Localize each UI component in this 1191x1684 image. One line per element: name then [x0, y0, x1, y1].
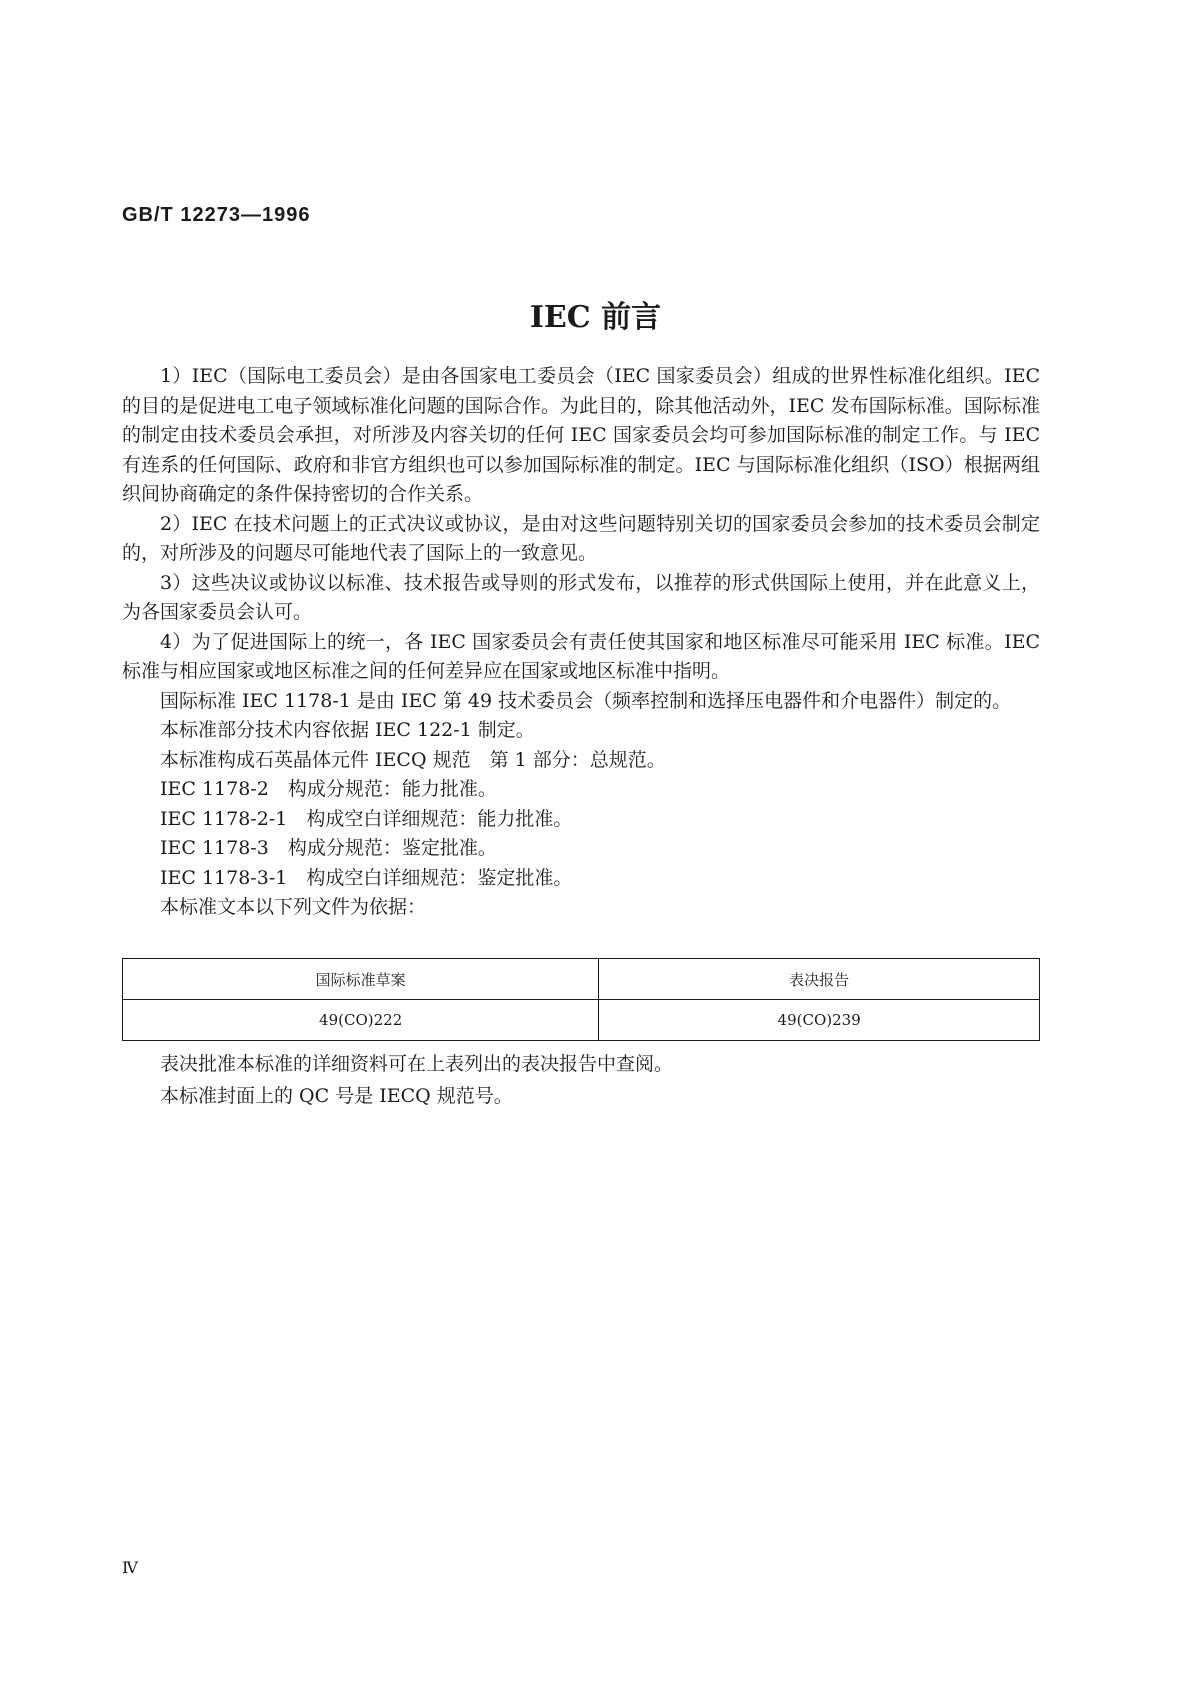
closing-note: 本标准封面上的 QC 号是 IECQ 规范号。	[160, 1085, 513, 1107]
standard-number: GB/T 12273—1996	[122, 204, 311, 226]
page-title: IEC 前言	[529, 300, 662, 335]
table-header-row	[123, 959, 1040, 1000]
paragraph-4: 4）为了促进国际上的统一，各 IEC 国家委员会有责任使其国家和地区标准尽可能采用 IEC 标准。IEC 标准与相应国家或地区标准之间的任何差异应在国家或地区标准中指明。	[122, 630, 1040, 682]
related-spec-item: IEC 1178-3 构成分规范：鉴定批准。	[160, 837, 497, 859]
table-cell-vote-report: 49(CO)239	[599, 1000, 1040, 1041]
statement-tc49: 国际标准 IEC 1178-1 是由 IEC 第 49 技术委员会（频率控制和选择压电器件和介电器件）制定的。	[160, 689, 1012, 712]
table-intro: 本标准文本以下列文件为依据：	[160, 896, 427, 918]
table-header-draft: 国际标准草案	[123, 959, 599, 1000]
closing-notes	[122, 1048, 1040, 1112]
paragraph-3: 3）这些决议或协议以标准、技术报告或导则的形式发布，以推荐的形式供国际上使用，并在此意义上，为各国家委员会认可。	[122, 571, 1040, 623]
statement-basis: 本标准部分技术内容依据 IEC 122-1 制定。	[160, 719, 535, 741]
table-row	[123, 1000, 1040, 1041]
related-spec-item: IEC 1178-2 构成分规范：能力批准。	[160, 778, 497, 800]
table-header-vote-report: 表决报告	[599, 959, 1040, 1000]
foreword-body	[122, 362, 1040, 923]
closing-note: 表决批准本标准的详细资料可在上表列出的表决报告中查阅。	[160, 1053, 674, 1075]
vote-table	[122, 958, 1040, 1041]
related-spec-item: IEC 1178-2-1 构成空白详细规范：能力批准。	[160, 807, 573, 830]
statement-structure: 本标准构成石英晶体元件 IECQ 规范 第 1 部分：总规范。	[160, 748, 666, 771]
related-spec-item: IEC 1178-3-1 构成空白详细规范：鉴定批准。	[160, 866, 573, 889]
paragraph-2: 2）IEC 在技术问题上的正式决议或协议，是由对这些问题特别关切的国家委员会参加的技术委员会制定的，对所涉及的问题尽可能地代表了国际上的一致意见。	[122, 512, 1040, 564]
paragraph-1: 1）IEC（国际电工委员会）是由各国家电工委员会（IEC 国家委员会）组成的世界性标准化组织。IEC 的目的是促进电工电子领域标准化问题的国际合作。为此目的，除其他活动外，IEC 发布国际标准。国际标准的制定由技术委员会承担，对所涉及内容关切的任何 IEC 国家委员会均可参加国际标准的制定工作。与 IEC 有连系的任何国际、政府和非官方组织也可以参加国际标准的制定。IEC 与国际标准化组织（ISO）根据两组织间协商确定的条件保持密切的合作关系。	[122, 365, 1040, 505]
page-number: Ⅳ	[122, 1558, 138, 1577]
table-cell-draft: 49(CO)222	[123, 1000, 599, 1041]
